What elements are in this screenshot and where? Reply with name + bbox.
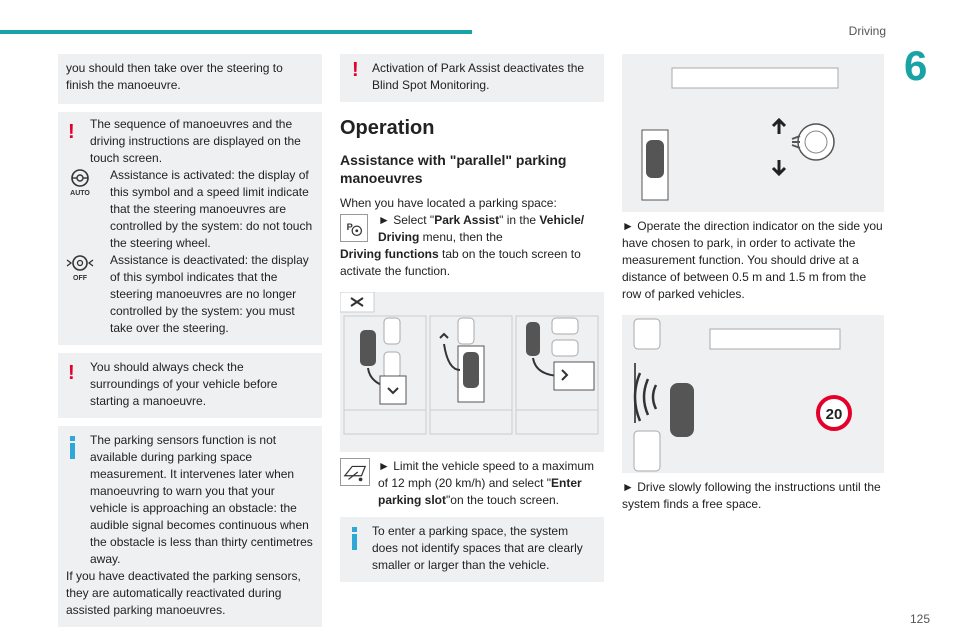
space-text: To enter a parking space, the system does not identify spaces that are clearly smaller or larger than the vehicle. [372,524,583,572]
continuation-text: you should then take over the steering to finish the manoeuvre. [66,61,283,92]
auto-assist-text: Assistance is activated: the display of this symbol and a speed limit indicate that the steering manoeuvres are controlled by the system: do not touch the steering wheel. [110,168,313,250]
step2-text-a: Limit the vehicle speed to a maximum of 12 mph (20 km/h) and select " [378,459,594,490]
indicator-text: Operate the direction indicator on the side you have chosen to park, in order to activate the measurement function. You should drive at a distance of between 0.5 m and 1.5 m from the row of parked vehicles. [622,219,883,301]
sensors-text-1: The parking sensors function is not available during parking space measurement. It intervenes later when manoeuvring to warn you that your vehicle is approaching an obstacle: the audible signal becomes continuous when the obstacle is less than thirty centimetres away. [90,433,313,566]
drive-slowly-text: Drive slowly following the instructions until the system finds a free space. [622,480,881,511]
sensors-text-2: If you have deactivated the parking sensors, they are automatically reactivated during assisted parking manoeuvres. [66,569,301,617]
info-icon [70,436,76,459]
direction-indicator-figure [622,54,884,212]
speed-sign-value: 20 [825,406,843,423]
steering-off-icon [66,252,94,282]
warning-box-blind-spot [340,54,604,102]
section-title: Driving [848,24,886,38]
enter-parking-slot-icon [340,458,370,486]
warning-box-surroundings [58,353,322,418]
step-indicator [622,218,884,303]
measurement-figure [622,315,884,473]
step-drive-slowly [622,479,884,513]
blind-spot-text: Activation of Park Assist deactivates the Blind Spot Monitoring. [372,61,585,92]
parallel-parking-subheading: Assistance with "parallel" parking manoeuvres [340,152,567,186]
park-assist-icon [340,214,368,242]
step-park-assist [340,212,604,280]
step1-text-d: tab on the touch screen to activate the function. [340,247,581,278]
step-arrow: ► [622,219,634,233]
off-assist-row [66,252,314,337]
svg-text:AUTO: AUTO [70,190,90,197]
column-2 [340,54,604,590]
vehicle-driving-label: Vehicle/ Driving [378,213,585,244]
enter-parking-slot-label: Enter parking slot [378,476,582,507]
column-3 [622,54,884,513]
column-1 [58,54,322,635]
sequence-text: The sequence of manoeuvres and the driving instructions are displayed on the touch screen. [90,117,301,165]
driving-functions-label: Driving functions [340,247,439,261]
svg-text:OFF: OFF [73,275,87,282]
page-number: 125 [910,612,931,626]
park-assist-label: Park Assist [434,213,500,227]
step1-text-b: " in the [499,213,540,227]
step-speed-limit [340,458,604,509]
step1-text-c: menu, then the [419,230,503,244]
warning-icon: ! [68,121,75,143]
continuation-box [58,54,322,104]
step-arrow: ► [378,213,390,227]
step-arrow: ► [622,480,634,494]
surroundings-text: You should always check the surroundings of your vehicle before starting a manoeuvre. [90,360,278,408]
step-arrow: ► [378,459,390,473]
step1-text-a: Select " [393,213,435,227]
info-box-sensors [58,426,322,627]
auto-assist-row [66,167,314,252]
header-accent-bar [0,30,472,34]
off-assist-text: Assistance is deactivated: the display of this symbol indicates that the steering manoeuvres are no longer controlled by the system: you must take over the steering. [110,253,309,335]
parallel-parking-figure [340,292,604,452]
step2-text-b: "on the touch screen. [446,493,560,507]
chapter-number: 6 [904,42,928,89]
info-icon [352,527,358,550]
warning-icon: ! [352,59,359,81]
warning-box-sequence [58,112,322,345]
steering-auto-icon [66,167,94,197]
warning-icon: ! [68,362,75,384]
info-box-space [340,517,604,582]
operation-heading: Operation [340,117,435,139]
svg-text:P: P [346,221,353,232]
located-text: When you have located a parking space: [340,196,557,210]
